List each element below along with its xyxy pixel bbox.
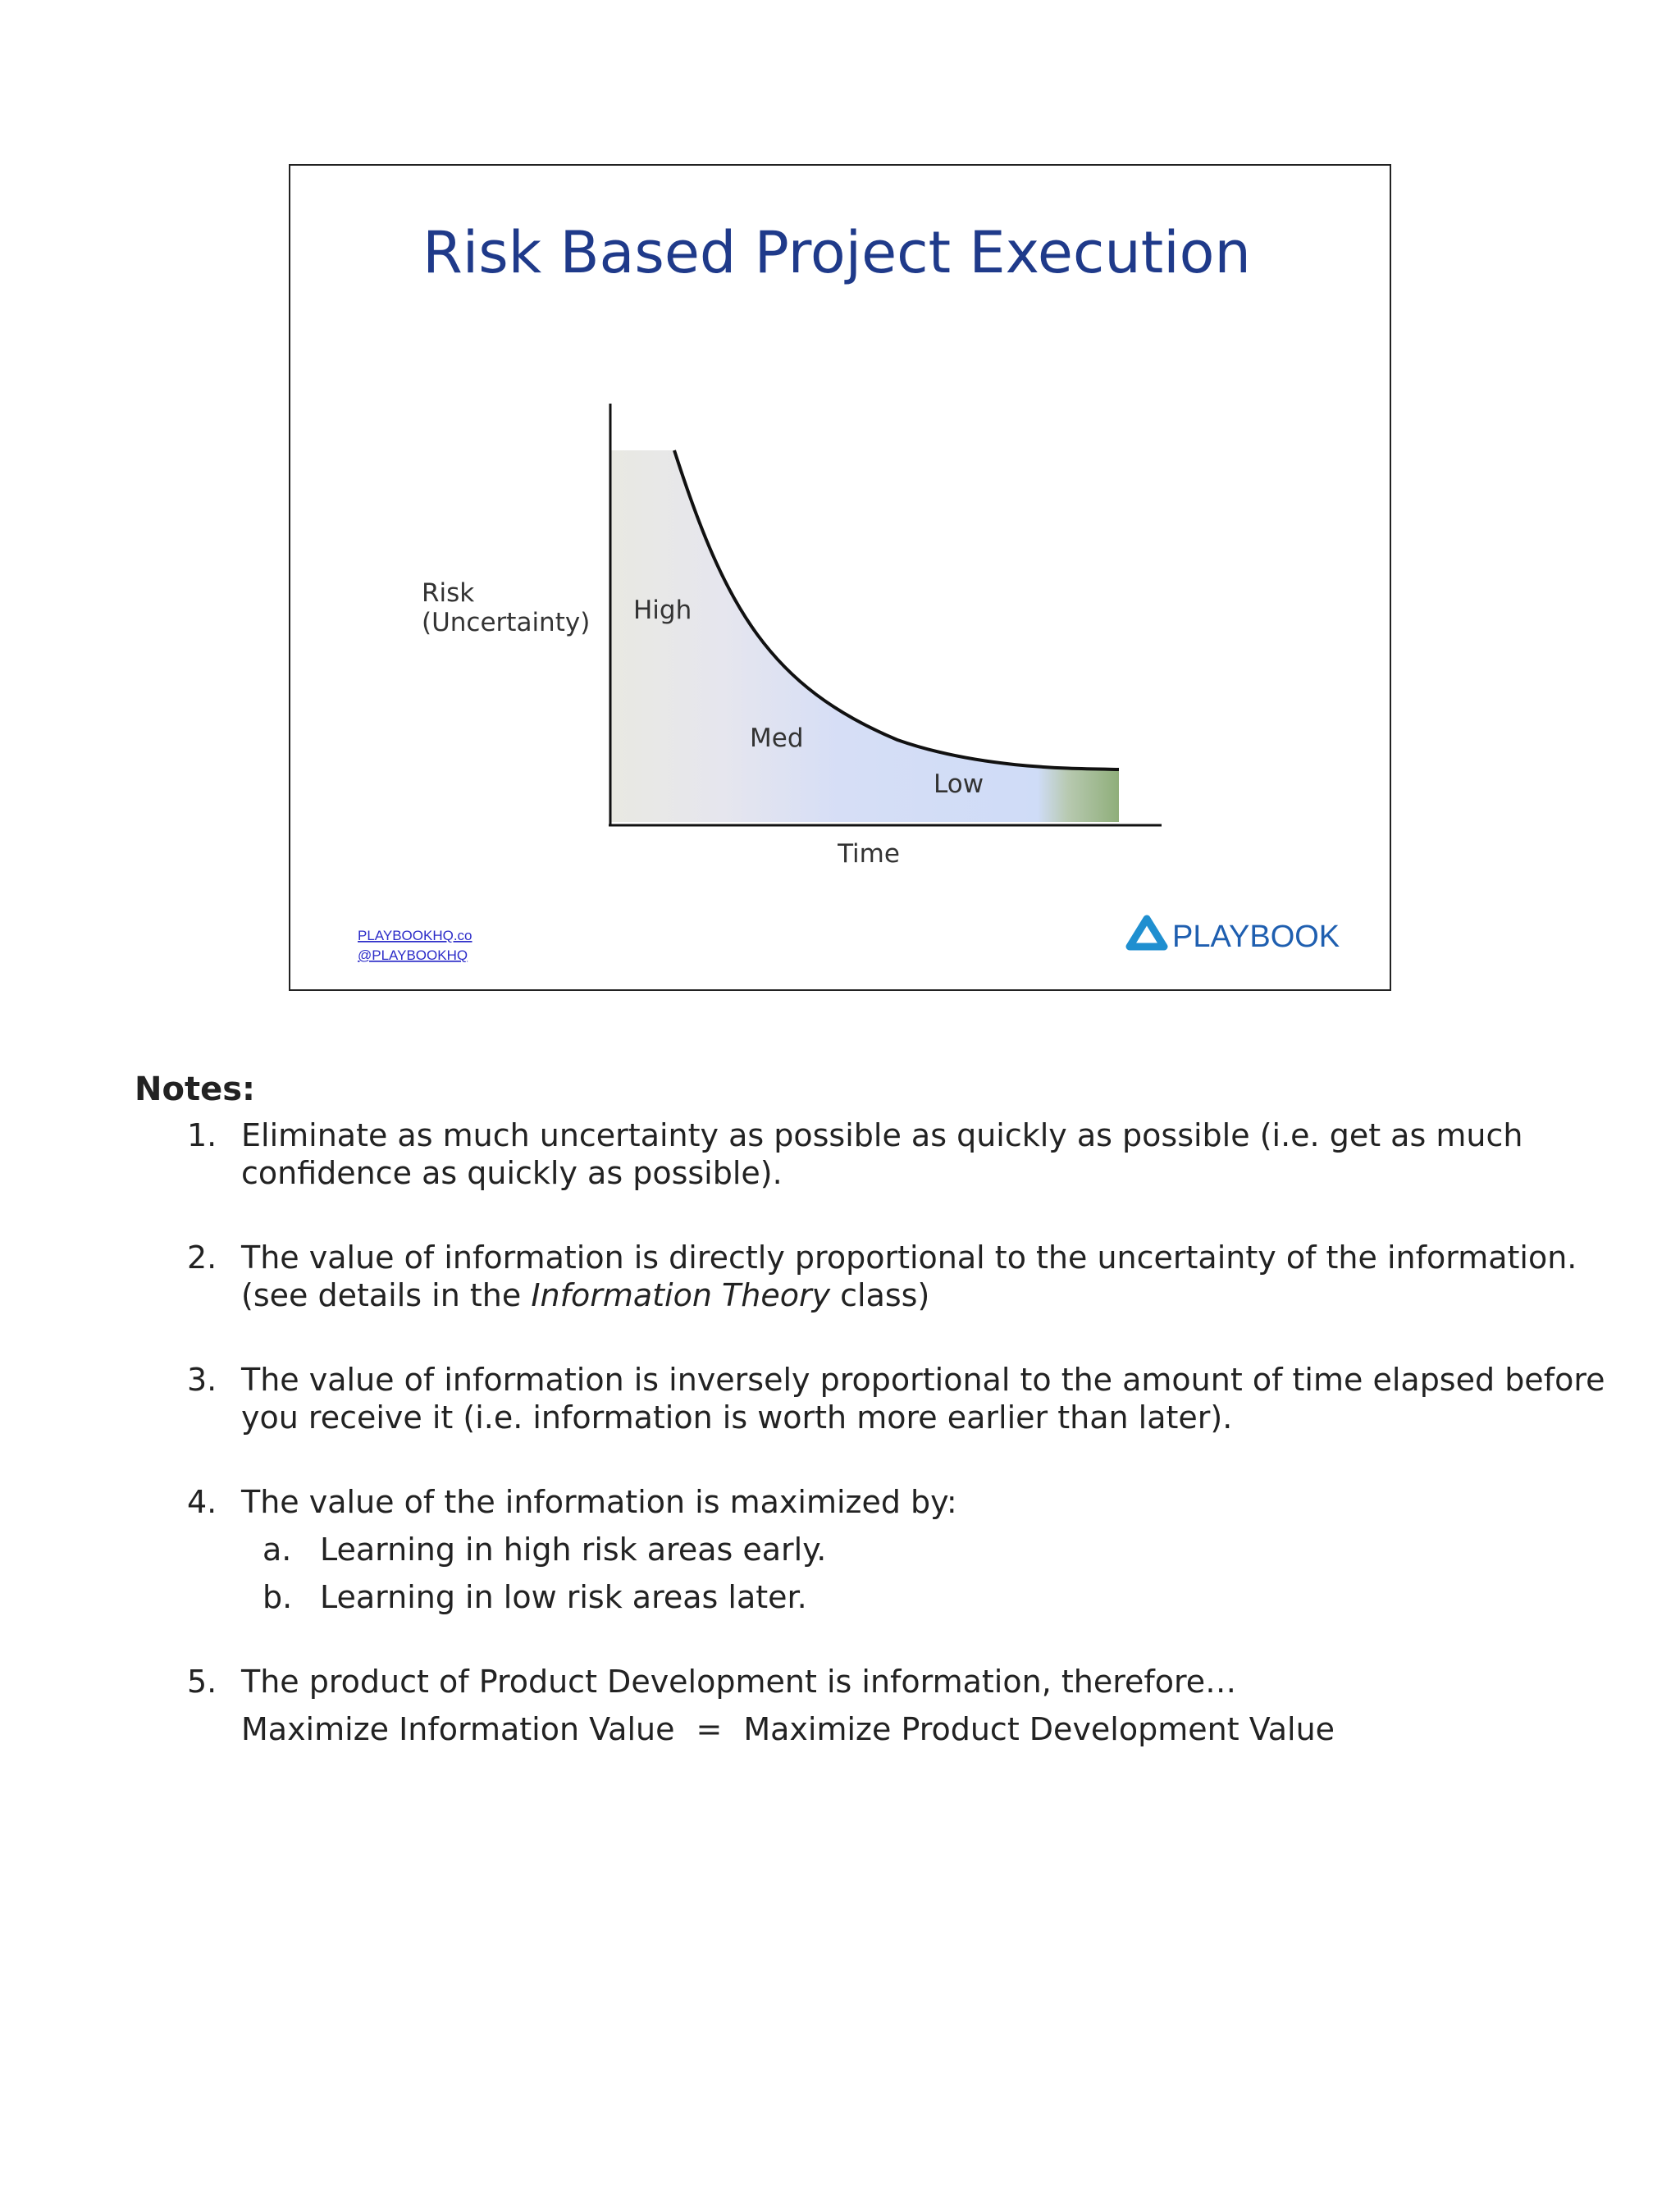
note-text: The value of information is directly proportional to the uncertainty of the information. xyxy=(241,1239,1577,1276)
equals-sign: = xyxy=(696,1711,723,1747)
note-number: 4. xyxy=(187,1484,217,1520)
y-axis-label-line2: (Uncertainty) xyxy=(422,608,591,637)
note-number: 1. xyxy=(187,1117,217,1153)
sub-item-a xyxy=(241,1531,1628,1568)
playbook-logo-icon xyxy=(1130,919,1164,947)
note-number: 5. xyxy=(187,1664,217,1700)
note-text: Eliminate as much uncertainty as possible as quickly as possible (i.e. get as much confidence as quickly as possible). xyxy=(241,1117,1523,1191)
y-axis-label-line1: Risk xyxy=(422,578,475,608)
slide-frame xyxy=(289,164,1391,991)
footer-link-site[interactable]: PLAYBOOKHQ.co xyxy=(358,928,472,943)
slide-title: Risk Based Project Execution xyxy=(422,219,1251,286)
sub-text: Learning in high risk areas early. xyxy=(320,1532,827,1568)
sub-text: Learning in low risk areas later. xyxy=(320,1579,807,1615)
note-item-1 xyxy=(135,1116,1628,1192)
sub-letter: b. xyxy=(262,1579,293,1615)
sub-letter: a. xyxy=(262,1532,292,1568)
note-number: 3. xyxy=(187,1362,217,1398)
note-text: The value of information is inversely proportional to the amount of time elapsed before you receive it (i.e. information is worth more earlier than later). xyxy=(241,1362,1605,1436)
note-item-5 xyxy=(135,1663,1628,1748)
equation-right: Maximize Product Development Value xyxy=(743,1711,1335,1747)
notes-heading: Notes: xyxy=(135,1071,256,1108)
zone-low-label: Low xyxy=(934,769,984,799)
note-number: 2. xyxy=(187,1239,217,1276)
note-text-detail: (see details in the Information Theory class) xyxy=(241,1277,930,1313)
equation-left: Maximize Information Value xyxy=(241,1711,675,1747)
x-axis-label: Time xyxy=(838,839,900,869)
brand-name: PLAYBOOK xyxy=(1172,920,1340,954)
note-item-2 xyxy=(135,1239,1628,1314)
note-item-4 xyxy=(135,1483,1628,1616)
equation-line xyxy=(241,1710,1628,1748)
zone-high-label: High xyxy=(633,596,692,625)
note-item-3 xyxy=(135,1361,1628,1436)
notes-section xyxy=(135,1071,1628,1795)
footer-link-handle[interactable]: @PLAYBOOKHQ xyxy=(358,947,468,963)
note-text: The value of the information is maximized by: xyxy=(241,1484,957,1520)
sub-item-b xyxy=(241,1578,1628,1616)
class-name: Information Theory xyxy=(531,1277,831,1313)
slide-graphic xyxy=(290,166,1390,989)
note-text: The product of Product Development is information, therefore… xyxy=(241,1664,1237,1700)
zone-med-label: Med xyxy=(750,724,804,753)
